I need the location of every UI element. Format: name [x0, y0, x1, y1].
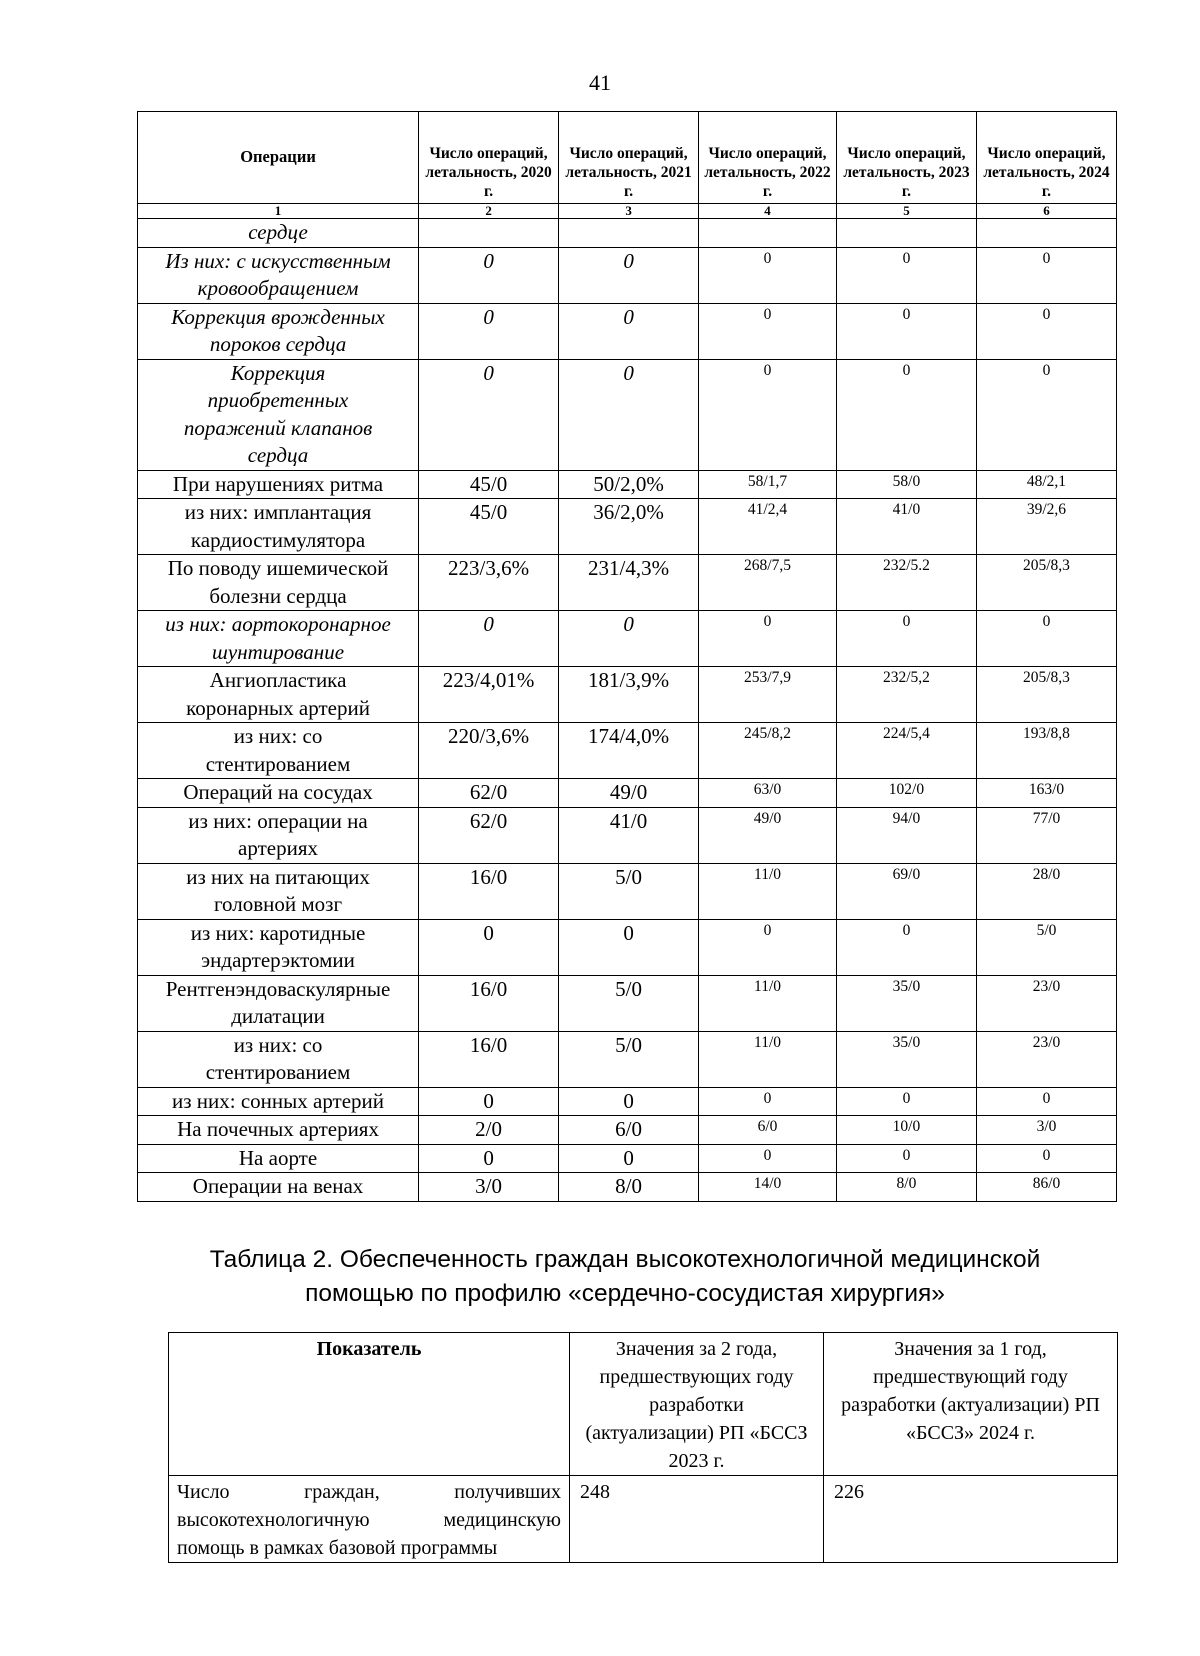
value-2020: 0: [419, 1087, 559, 1116]
table-row: [138, 247, 1117, 303]
operation-name: сердце: [138, 219, 419, 248]
table-row: [138, 863, 1117, 919]
value-2021: 5/0: [559, 975, 699, 1031]
value-2023: 0: [836, 359, 976, 470]
header-two-years: Значения за 2 года, предшествующих году разработки (актуализации) РП «БССЗ 2023 г.: [570, 1333, 824, 1476]
value-2024: 5/0: [976, 919, 1116, 975]
operation-name: из них: сонных артерий: [138, 1087, 419, 1116]
value-2023: 35/0: [836, 1031, 976, 1087]
column-number: 4: [699, 204, 837, 219]
value-2024: 23/0: [976, 1031, 1116, 1087]
column-number: 1: [138, 204, 419, 219]
value-one-year: 226: [824, 1476, 1118, 1563]
value-2021: 181/3,9%: [559, 667, 699, 723]
value-2022: 6/0: [699, 1116, 837, 1145]
value-2023: [836, 219, 976, 248]
value-2020: 0: [419, 611, 559, 667]
table-row: [138, 1087, 1117, 1116]
operation-name: из них: со стентированием: [138, 1031, 419, 1087]
value-2024: 23/0: [976, 975, 1116, 1031]
operation-name: из них на питающих головной мозг: [138, 863, 419, 919]
value-2024: 0: [976, 247, 1116, 303]
operation-name: Коррекция приобретенных поражений клапанов сердца: [138, 359, 419, 470]
value-2024: 205/8,3: [976, 555, 1116, 611]
value-2023: 0: [836, 1144, 976, 1173]
value-2022: 41/2,4: [699, 499, 837, 555]
value-2021: 41/0: [559, 807, 699, 863]
table-row: [138, 470, 1117, 499]
value-2023: 0: [836, 303, 976, 359]
value-2021: 0: [559, 1144, 699, 1173]
value-2021: 36/2,0%: [559, 499, 699, 555]
value-2021: 0: [559, 247, 699, 303]
table-row: [138, 611, 1117, 667]
table-row: [138, 499, 1117, 555]
value-2021: 0: [559, 919, 699, 975]
operation-name: На аорте: [138, 1144, 419, 1173]
value-2020: 16/0: [419, 1031, 559, 1087]
value-2024: 205/8,3: [976, 667, 1116, 723]
value-2020: 16/0: [419, 863, 559, 919]
value-2022: 268/7,5: [699, 555, 837, 611]
value-2024: 0: [976, 1087, 1116, 1116]
value-2021: 0: [559, 1087, 699, 1116]
value-2020: 0: [419, 303, 559, 359]
value-2022: 0: [699, 1087, 837, 1116]
header-2022: Число операций, летальность, 2022 г.: [699, 112, 837, 204]
value-2024: [976, 219, 1116, 248]
value-2022: 0: [699, 919, 837, 975]
value-2020: 16/0: [419, 975, 559, 1031]
operation-name: При нарушениях ритма: [138, 470, 419, 499]
value-2022: 253/7,9: [699, 667, 837, 723]
value-2023: 0: [836, 1087, 976, 1116]
value-2024: 86/0: [976, 1173, 1116, 1202]
value-2022: 0: [699, 359, 837, 470]
value-2023: 41/0: [836, 499, 976, 555]
operation-name: Коррекция врожденных пороков сердца: [138, 303, 419, 359]
value-2023: 8/0: [836, 1173, 976, 1202]
table-row: [138, 219, 1117, 248]
column-number: 5: [836, 204, 976, 219]
value-2021: [559, 219, 699, 248]
header-2023: Число операций, летальность, 2023 г.: [836, 112, 976, 204]
value-2023: 232/5.2: [836, 555, 976, 611]
header-operations: Операции: [138, 112, 419, 204]
operation-name: из них: каротидные эндартерэктомии: [138, 919, 419, 975]
value-2020: 2/0: [419, 1116, 559, 1145]
table-row: [138, 1173, 1117, 1202]
value-2022: 0: [699, 1144, 837, 1173]
value-2024: 28/0: [976, 863, 1116, 919]
value-2021: 8/0: [559, 1173, 699, 1202]
value-2022: 0: [699, 247, 837, 303]
value-2022: 11/0: [699, 975, 837, 1031]
table-header-row: [138, 112, 1117, 204]
operation-name: из них: аортокоронарное шунтирование: [138, 611, 419, 667]
operation-name: Операций на сосудах: [138, 779, 419, 808]
value-2021: 231/4,3%: [559, 555, 699, 611]
value-2020: 223/4,01%: [419, 667, 559, 723]
value-2022: 49/0: [699, 807, 837, 863]
value-2020: 45/0: [419, 470, 559, 499]
value-2024: 0: [976, 359, 1116, 470]
column-number: 6: [976, 204, 1116, 219]
value-2022: 14/0: [699, 1173, 837, 1202]
provision-table: [168, 1332, 1118, 1563]
value-2020: [419, 219, 559, 248]
value-2023: 69/0: [836, 863, 976, 919]
value-2022: 0: [699, 303, 837, 359]
value-2024: 0: [976, 1144, 1116, 1173]
header-2021: Число операций, летальность, 2021 г.: [559, 112, 699, 204]
column-number: 2: [419, 204, 559, 219]
value-2022: 11/0: [699, 1031, 837, 1087]
value-2020: 0: [419, 919, 559, 975]
operation-name: из них: операции на артериях: [138, 807, 419, 863]
value-2024: 0: [976, 303, 1116, 359]
value-2024: 163/0: [976, 779, 1116, 808]
value-2022: 245/8,2: [699, 723, 837, 779]
header-indicator: Показатель: [169, 1333, 570, 1476]
value-2020: 0: [419, 359, 559, 470]
value-2020: 45/0: [419, 499, 559, 555]
table2-caption-line: помощью по профилю «сердечно-сосудистая хирургия»: [305, 1280, 945, 1307]
table-row: [138, 919, 1117, 975]
value-2020: 0: [419, 1144, 559, 1173]
table2-caption: [0, 1243, 1200, 1311]
value-2022: 11/0: [699, 863, 837, 919]
operation-name: из них: со стентированием: [138, 723, 419, 779]
value-2021: 5/0: [559, 863, 699, 919]
value-2024: 0: [976, 611, 1116, 667]
operation-name: На почечных артериях: [138, 1116, 419, 1145]
value-2023: 0: [836, 611, 976, 667]
value-2021: 49/0: [559, 779, 699, 808]
value-2020: 62/0: [419, 807, 559, 863]
table-row: [138, 1116, 1117, 1145]
table-row: [138, 1031, 1117, 1087]
value-2024: 3/0: [976, 1116, 1116, 1145]
operation-name: Ангиопластика коронарных артерий: [138, 667, 419, 723]
value-2021: 174/4,0%: [559, 723, 699, 779]
value-2023: 102/0: [836, 779, 976, 808]
value-2020: 3/0: [419, 1173, 559, 1202]
value-2021: 5/0: [559, 1031, 699, 1087]
indicator-name: Число граждан, получивших высокотехнологичную медицинскую помощь в рамках базовой программы: [169, 1476, 570, 1563]
value-2023: 94/0: [836, 807, 976, 863]
column-number-row: [138, 204, 1117, 219]
page-number: 41: [589, 70, 611, 95]
table-row: [138, 1144, 1117, 1173]
operation-name: Рентгенэндоваскулярные дилатации: [138, 975, 419, 1031]
operation-name: По поводу ишемической болезни сердца: [138, 555, 419, 611]
value-2020: 223/3,6%: [419, 555, 559, 611]
value-2021: 0: [559, 611, 699, 667]
table-row: [138, 303, 1117, 359]
table2-caption-line: Таблица 2. Обеспеченность граждан высокотехнологичной медицинской: [209, 1246, 1041, 1273]
value-2024: 39/2,6: [976, 499, 1116, 555]
operation-name: из них: имплантация кардиостимулятора: [138, 499, 419, 555]
value-2021: 0: [559, 303, 699, 359]
header-one-year: Значения за 1 год, предшествующий году разработки (актуализации) РП «БССЗ» 2024 г.: [824, 1333, 1118, 1476]
value-2022: 63/0: [699, 779, 837, 808]
value-two-years: 248: [570, 1476, 824, 1563]
table-row: [169, 1476, 1118, 1563]
value-2020: 220/3,6%: [419, 723, 559, 779]
value-2023: 58/0: [836, 470, 976, 499]
table-row: [138, 779, 1117, 808]
operation-name: Из них: с искусственным кровообращением: [138, 247, 419, 303]
header-2020: Число операций, летальность, 2020 г.: [419, 112, 559, 204]
column-number: 3: [559, 204, 699, 219]
value-2023: 10/0: [836, 1116, 976, 1145]
value-2023: 0: [836, 919, 976, 975]
table-row: [138, 359, 1117, 470]
value-2024: 193/8,8: [976, 723, 1116, 779]
value-2022: [699, 219, 837, 248]
value-2020: 62/0: [419, 779, 559, 808]
value-2023: 35/0: [836, 975, 976, 1031]
table-row: [138, 667, 1117, 723]
table-row: [138, 723, 1117, 779]
header-2024: Число операций, летальность, 2024 г.: [976, 112, 1116, 204]
table-row: [138, 807, 1117, 863]
operation-name: Операции на венах: [138, 1173, 419, 1202]
value-2023: 232/5,2: [836, 667, 976, 723]
value-2024: 48/2,1: [976, 470, 1116, 499]
value-2024: 77/0: [976, 807, 1116, 863]
operations-table: [137, 111, 1117, 1202]
value-2021: 50/2,0%: [559, 470, 699, 499]
value-2023: 0: [836, 247, 976, 303]
value-2022: 58/1,7: [699, 470, 837, 499]
value-2021: 0: [559, 359, 699, 470]
table-row: [138, 975, 1117, 1031]
table-row: [138, 555, 1117, 611]
value-2021: 6/0: [559, 1116, 699, 1145]
value-2022: 0: [699, 611, 837, 667]
value-2023: 224/5,4: [836, 723, 976, 779]
value-2020: 0: [419, 247, 559, 303]
table-header-row: [169, 1333, 1118, 1476]
